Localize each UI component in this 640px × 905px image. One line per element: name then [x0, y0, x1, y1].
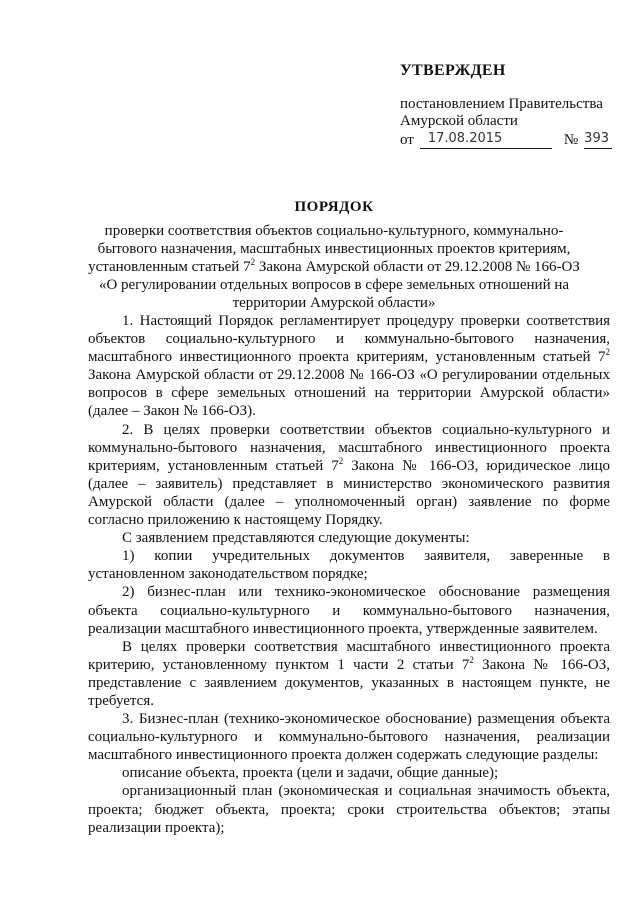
approval-stamp [400, 62, 630, 149]
paragraph-9: организационный план (экономическая и социальная значимость объекта, проекта; бюджет объекта, проекта; сроки строительства объектов; этапы реализации проекта); [88, 783, 610, 836]
title-line-3 [60, 258, 608, 276]
title-line-2: бытового назначения, масштабных инвестиционных проектов критериям, [97, 241, 571, 257]
title-superscript: 2 [250, 257, 256, 267]
paragraph-2-text: 2. В целях проверки соответствии объектов социально-культурного и коммунально-бытового назначения, масштабного инвестиционного проекта критериям, установленным статьей 7 [88, 421, 610, 474]
approval-heading: УТВЕРЖДЕН [400, 62, 506, 79]
paragraph-2-superscript: 2 [338, 455, 344, 466]
paragraph-4: 1) копии учредительных документов заявителя, заверенные в установленном законодательством порядке; [88, 548, 610, 583]
paragraph-6-rest: Закона № 166-ОЗ, представление с заявлением документов, указанных в настоящем пункте, не требуется. [88, 656, 610, 709]
document-body [88, 312, 610, 837]
title-line-1: проверки соответствия объектов социально-культурного, коммунально- [104, 223, 564, 239]
paragraph-1-rest: Закона Амурской области от 29.12.2008 № 166-ОЗ «О регулировании отдельных вопросов в сфере земельных отношений на территории Амурской области» (далее – Закон № 166-ОЗ). [88, 367, 610, 420]
paragraph-1-text: 1. Настоящий Порядок регламентирует процедуру проверки соответствия объектов социально-культурного и коммунально-бытового назначения, масштабного инвестиционного проекта критериям, установленным статьей 7 [88, 313, 610, 366]
paragraph-6-text: В целях проверки соответствия масштабного инвестиционного проекта критерию, установленному пунктом 1 части 2 статьи 7 [88, 638, 610, 673]
paragraph-1 [88, 312, 610, 421]
paragraph-8: описание объекта, проекта (цели и задачи, общие данные); [122, 765, 499, 782]
paragraph-6-superscript: 2 [469, 654, 474, 665]
approval-line-1: постановлением Правительства [400, 96, 603, 112]
approval-line-2: Амурской области [400, 113, 518, 129]
paragraph-2-rest: Закона № 166-ОЗ, юридическое лицо (далее – заявитель) представляет в министерство экономического развития Амурской области (далее – уполномоченный орган) заявление по форме согласно приложению к настоящему Порядку. [88, 457, 610, 529]
date-prefix: от [400, 132, 414, 148]
title-line-5: территории Амурской области» [232, 295, 436, 311]
paragraph-5: 2) бизнес-план или технико-экономическое обоснование размещения объекта социально-культурного и коммунально-бытового назначения, реализации масштабного инвестиционного проекта, утвержденные заявителем. [88, 584, 610, 637]
approval-date-row [400, 130, 630, 149]
title-heading: ПОРЯДОК [294, 199, 374, 215]
paragraph-6 [88, 638, 610, 710]
paragraph-3: С заявлением представляются следующие документы: [122, 530, 470, 547]
approval-number: 393 [584, 130, 612, 149]
title-line-3-text: установленным статьей 7 [88, 259, 251, 275]
title-line-3-rest: Закона Амурской области от 29.12.2008 № 166-ОЗ [255, 259, 580, 275]
approval-date: 17.08.2015 [420, 130, 552, 149]
number-prefix: № [563, 132, 579, 148]
paragraph-7: 3. Бизнес-план (технико-экономическое обоснование) размещения объекта социально-культурного и коммунально-бытового назначения, реализации масштабного инвестиционного проекта должен содержать следующие разделы: [88, 711, 610, 764]
paragraph-2 [88, 421, 610, 530]
title-line-4: «О регулировании отдельных вопросов в сфере земельных отношений на [98, 277, 570, 293]
document-title [60, 198, 608, 312]
paragraph-1-superscript: 2 [605, 347, 610, 358]
